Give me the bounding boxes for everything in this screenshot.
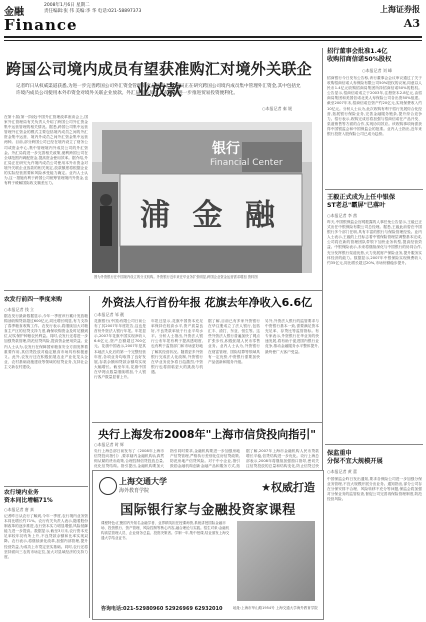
mid-story2-col1: 央行上海总部日前发布了《2008年上海市信贷投向指引》,要求辖内金融机构认真贯彻从紧的货币政策,合理控制信贷投放总量,优化信贷结构。指引提出,金融机构要加大 bbox=[94, 449, 164, 468]
ad-footer: 地址:上海市华山路1954号 上海交通大学海外教育学院 bbox=[233, 606, 318, 610]
school-logo-icon bbox=[99, 477, 117, 495]
right-story3-body: 中国保监会昨日发出通知,要求各保险公司进一步加强分保业务管理,不宜大规模开展分出业务。通知指出,部分公司存在分保安排不合理、风险转移不充分等问题,保监会将加强对分保业务的监管检查,督促公司完善再保险管理制度,防范经营风险。 bbox=[327, 477, 422, 502]
left-story1-byline: ○本报记者 钱 立 bbox=[4, 307, 35, 312]
photo-caption: 图为外资银行在中国境内设立的分支机构。外资银行近年来在华业务扩张明显,跨国企业资金运营需求增加 资料图 bbox=[94, 275, 258, 279]
right-story1-byline: ○本报记者 刘 峰 bbox=[362, 68, 393, 73]
right-story3-title: 保监重申 分保不宜大规模开展 bbox=[327, 450, 383, 465]
lead-lede: 记者昨日从权威渠道获悉,为进一步完善跨国公司外汇资金管理制度,国家外汇管理局正在研究跨国公司境内成员集中管理外汇资金,其中包括允许境内成员公司使用本外币资金对境外关联企业放款。外汇局相关负责人表示,将进一步推进贸易投资便利化。 bbox=[16, 84, 301, 96]
left-story1-body: 据农发行最新数据显示,今年一季度该行累计发放粮棉油收购贷款超过600亿元,同比增长明显,有力支持了春季粮食收购工作。农发行表示,将继续加大对粮食主产区的信贷支持力度,确保收购资金及时足额到位,切实保护种粮农民利益。同时,农发行还将进一步加强贷款管理,防范信贷风险,提高资金使用效益。业内人士认为,农发行在保障国家粮食安全方面发挥着重要作用,其信贷投放对稳定粮食市场具有积极意义。此外,农发行还在积极拓展农业产业化龙头企业、农村基础设施建设等领域的信贷业务,支持社会主义新农村建设。 bbox=[4, 314, 88, 369]
left-story1-title: 农发行前四一季度来购 bbox=[4, 297, 62, 303]
right-story1-title: 招行董事会批准1.4亿 收购招商信诺50%股权 bbox=[327, 48, 392, 63]
column-divider-left bbox=[89, 296, 90, 618]
paper-name: 上海证券报 bbox=[380, 4, 420, 14]
ad-body: 课程特色:汇聚国内外知名金融学者、业界精英担任授课师资,系统讲授国际金融市场、投资银行、资产管理、风险控制等核心内容,融合理论与实践。招生对象:金融机构高层管理人员、企业财务总监、投资决策者。学制一年,集中授课,结业颁发上海交通大学结业证书。 bbox=[101, 521, 230, 540]
ad-school-name: 上海交通大学 bbox=[119, 476, 167, 486]
mid-story1-col3: 据了解,目前已有多家外资银行在华注册成立了法人银行,包括汇丰、渣打、东亚、恒生等。这些外资法人银行普遍加快了网点扩张步伐,积极拓展人民币零售业务。业内人士认为,外资银行在财富管理、国际结算等领域具有一定优势,中资银行需要加快产品创新和服务升级。 bbox=[208, 319, 260, 364]
left-story2-body: 记者昨日从农行了解到,今年一季度,农行境内业务资本同比增长约71%。农行有关负责人表示,随着股份制改革的逐步推进,农行资本实力明显增强,风险抵御能力进一步提高。数据显示,截至3月末,农行资本充足率较年初有所上升,不良贷款余额和比率实现双降。农行表示,将继续深化改革,加强内部管理,提升经营效益,为成功上市奠定坚实基础。同时,农行还将坚持面向三农的市场定位,加大对县域经济的支持力度。 bbox=[4, 514, 88, 559]
lead-body-col1: 在第十届(第一阶段)中国外汇管理改革座谈会上,国家外汇管理局有关负责人介绍了跨国公司外汇资金集中运营管理的相关情况。据悉,跨国公司集中运营管理外汇资金的模式主要包括境内成员之间的外汇资金集中运营、境内外成员之间外汇资金集中运营两种。目前,部分跨国公司已经在境内设立了财务公司或资金中心,集中管理境内外成员公司的外汇资金。外汇局将进一步完善相关政策,便利跨国公司在全球范围内调配资金,提高资金使用效率。据介绍,外汇局正在研究允许境内成员公司使用本外币资金对境外关联企业放款的相关规定,放款额度将根据企业的实际经营需要和风险承受能力确定。业内人士认为,这一措施有利于跨国公司统筹管理境内外资金,也有利于缓解国际收支顺差压力。 bbox=[4, 115, 88, 186]
editor-info: 责任编辑:张 伟 美编:李 华 电话:021-58897373 bbox=[44, 9, 142, 14]
ad-title: 国际银行家与金融投资家课程 bbox=[120, 503, 296, 518]
masthead-meta bbox=[44, 3, 141, 15]
masthead-rule bbox=[4, 36, 422, 38]
right-story2-byline: ○本报记者 李 茜 bbox=[327, 213, 358, 218]
ad-title-prefix: ★权威打造 bbox=[261, 481, 315, 494]
mid-story1-col1: 花旗银行(中国)有限公司日前公布了其2007年年度报告,这也是首份外资法人银行年报。年报显示,2007年花旗中国实现净收入6.6亿元,资产总额超过700亿元。花旗中国表示,2007年是其本地法人化后的第一个完整经营年度,各项业务均取得了良好发展,存款余额和贷款余额均实现大幅增长。截至年末,花旗中国在华网点数量继续增加,个人银行客户数量显著上升。 bbox=[94, 319, 146, 380]
mid-rule1 bbox=[92, 422, 322, 423]
mid-story2-col3: 据了解,2007年上海市金融机构人民币贷款增长平稳,信贷结构进一步优化。央行上海总部表示,2008年将继续加强窗口指导,密切关注信贷投放的总量和结构变化,防止信贷过快 bbox=[246, 449, 319, 468]
right-story3-byline: ○本报记者 黄 蕾 bbox=[327, 469, 358, 474]
right-rule1 bbox=[325, 189, 423, 190]
mid-story1-col2: 年报还显示,花旗中国资本充足率保持在较高水平,资产质量良好,不良贷款率低于行业平均水平。分析人士指出,外资法人银行公布年报有利于提高透明度,也有利于监管部门和市场更好地了解其经营状况。随着更多外资银行完成法人化改制,外资银行在华业务竞争将日趋激烈,中资银行也将面临更大的挑战与机遇。 bbox=[151, 319, 203, 374]
ad-image-block bbox=[237, 521, 315, 601]
page-number: A3 bbox=[403, 17, 420, 30]
section-name-en: Finance bbox=[4, 16, 78, 34]
lead-photo bbox=[92, 122, 312, 273]
lead-bottom-rule bbox=[4, 290, 322, 291]
masthead bbox=[0, 0, 426, 44]
lead-headline: 跨国公司境内成员有望获准购汇对境外关联企业放款 bbox=[5, 60, 312, 99]
left-story2-byline: ○本报记者 唐 真 bbox=[4, 507, 35, 512]
mid-story2-col2: 指引同时要求,金融机构要进一步加强房地产信贷管理,严格执行差别化住房信贷政策,防范房地产信贷风险。对于中小企业,指引鼓励金融机构创新金融产品和服务方式,拓 bbox=[170, 449, 240, 468]
mid-story2-byline: ○本报记者 时 辉 bbox=[94, 442, 125, 447]
course-advertisement bbox=[92, 470, 324, 620]
photo-sign-text1: 银行 bbox=[212, 141, 240, 157]
mid-story1-col4: 另外,外资法人银行的监管要求与中资银行基本一致,需要满足资本充足率、存贷比等监管指标。有专家表示,外资银行在华业务的快速发展,将有助于促进国内银行业竞争,推动金融服务水平整体提升,最终使广大客户受益。 bbox=[265, 319, 319, 354]
ad-phone: 咨询电话:021-52980960 52926969 62932010 bbox=[101, 606, 223, 612]
masthead-rule-thin bbox=[4, 40, 422, 41]
right-rule2 bbox=[325, 444, 423, 445]
right-story1-body: 招商银行今日发布公告称,该行董事会会议审议通过了关于收购招商信诺人寿保险有限公司50%股权的议案,同意以人民币1.4亿元收购招商局集团所持招商信诺50%的股权。公告显示,招商信诺成立于2003年,注册资本2.8亿元,由招商局集团和美国信诺北美人寿保险公司各出资50%组建。截至2007年末,招商信诺总资产约20亿元,实现保费收入约10亿元。分析人士认为,此次收购有利于招行发展综合化经营,拓展银行保险业务,完善金融服务链条,提升综合竞争力。招行表示,收购完成后将加强与招商信诺在产品开发、渠道销售等方面的合作,实现协同效应。该收购事项尚需获得中国银监会和中国保监会的批准。业内人士指出,近年来银行投资入股保险公司已成为趋势。 bbox=[327, 76, 422, 137]
photo-sign-text3: 浦 金 融 bbox=[140, 198, 281, 233]
photo-sign-text2: Financial Center bbox=[210, 158, 283, 168]
right-story2-title: 王毅正式成为上任中银保 ST老总"霸屏"已落叶 bbox=[327, 194, 396, 209]
left-story2-title: 农行境内业务 资本同比增幅71% bbox=[4, 490, 53, 504]
left-rule1 bbox=[4, 486, 88, 487]
right-story2-body: 昨天,中国银保监会官网披露的人事任免公告显示,王毅已正式出任中银保险有限公司总经理。据悉,王毅此前曾在中国银行多个部门任职,具有丰富的银行与保险管理经验。业内人士表示,王毅的上任标志着中银保险管理层调整基本完成,公司将在新的管理团队带领下加快业务转型,提高经营效益。中银保险表示,未来将继续深化与中国银行的协同合作,充分发挥银行渠道优势,大力发展财产保险业务,提升服务实体经济的能力。数据显示,2007年中银保险实现保费收入约35亿元,同比增长超过20%,市场份额稳步提升。 bbox=[327, 220, 422, 265]
issue-date: 2008年1月6日 星期二 bbox=[44, 3, 90, 8]
mid-story1-headline: 外资法人行首份年报 花旗去年净收入6.6亿 bbox=[101, 296, 313, 309]
ad-school-sub: 海外教育学院 bbox=[119, 488, 150, 494]
mid-story1-byline: ○本报记者 邹 靓 bbox=[94, 312, 125, 317]
section-name-cn: 金融 bbox=[4, 7, 24, 18]
lead-byline: ○本报记者 秦 媛 bbox=[262, 106, 293, 111]
mid-story2-headline: 央行上海发布2008年"上海市信贷投向指引" bbox=[97, 428, 317, 441]
